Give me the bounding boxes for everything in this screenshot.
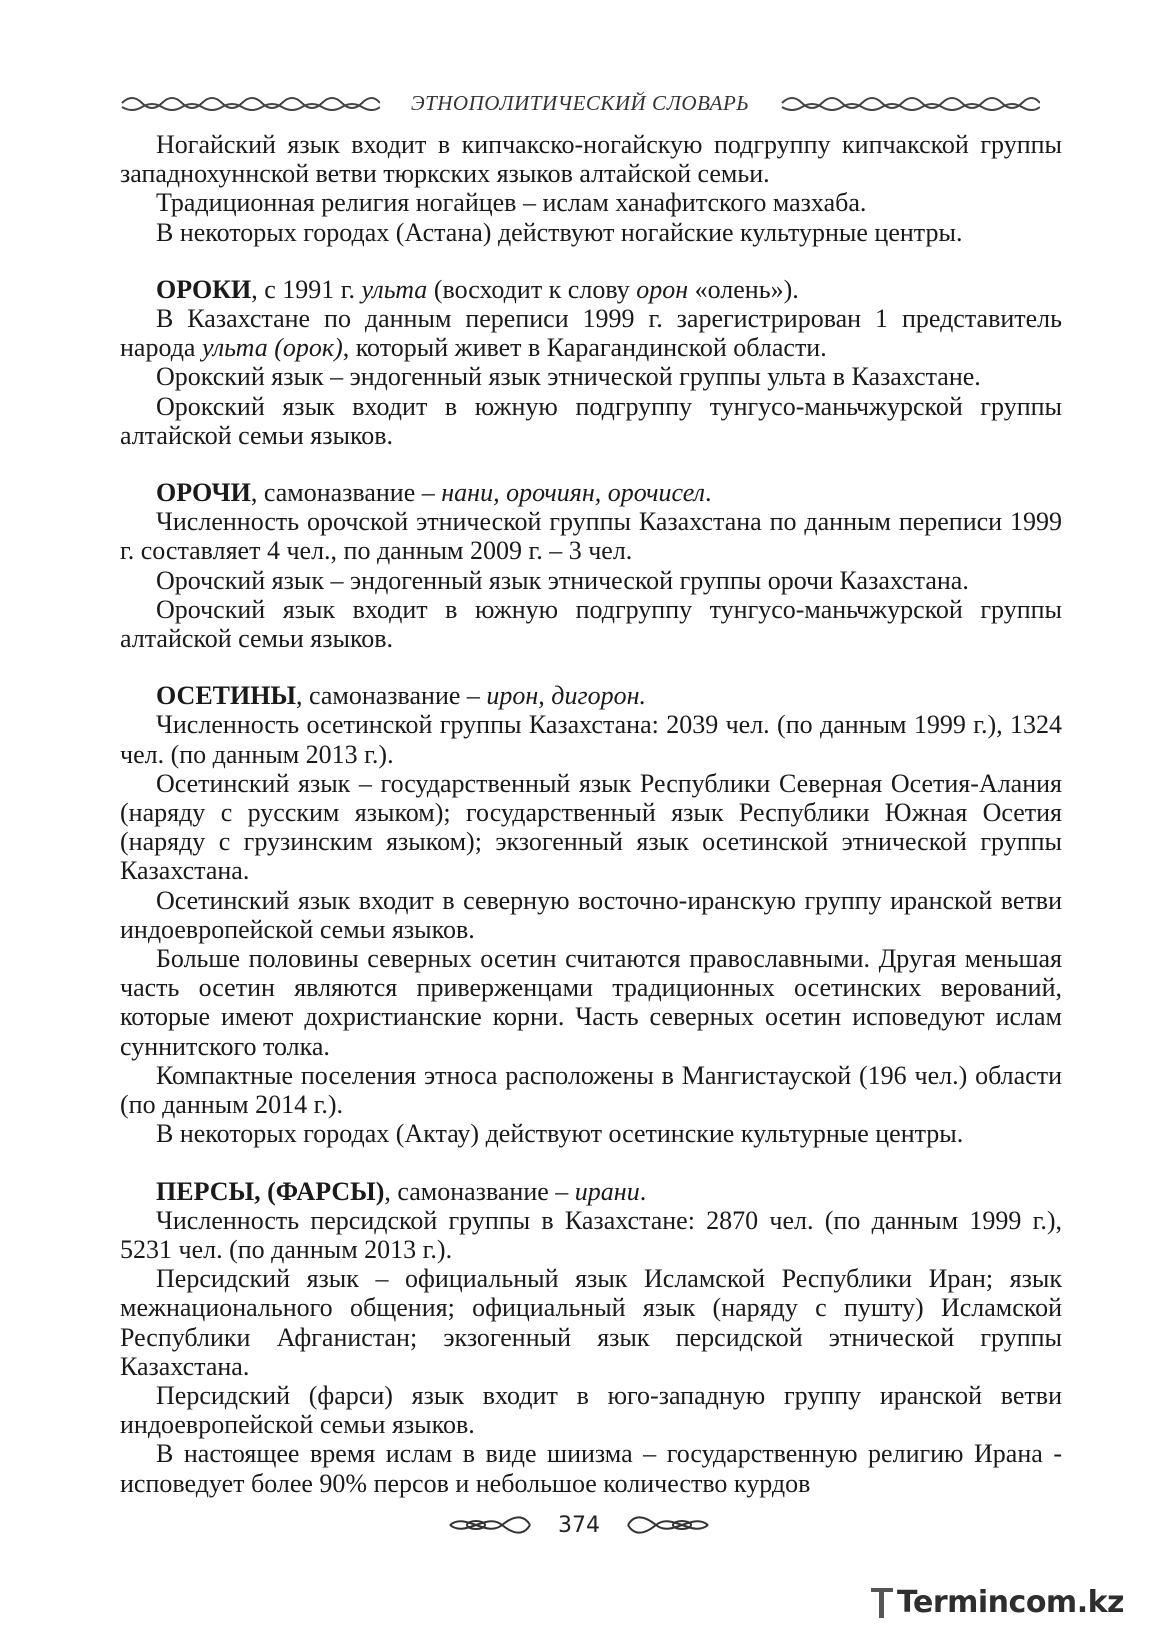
- heading-text: , самоназвание –: [295, 681, 487, 711]
- heading-text: (восходит к слову: [427, 274, 637, 304]
- paragraph: Персидский (фарси) язык входит в юго-западную группу иранской ветви индоевропейской семьи языков.: [120, 1380, 1062, 1440]
- header-ornament-right-icon: [780, 93, 1040, 113]
- heading-italic: ульта: [361, 274, 428, 304]
- header-ornament-left-icon: [120, 93, 380, 113]
- paragraph: Осетинский язык – государственный язык Республики Северная Осетия-Алания (наряду с русским языком); государственный язык Республики Южная Осетия (наряду с грузинским языком); экзогенный язык осетинской этнической группы Казахстана.: [120, 768, 1062, 886]
- paragraph: В некоторых городах (Астана) действуют ногайские культурные центры.: [156, 217, 963, 247]
- footer-ornament-right-icon: [626, 1514, 712, 1536]
- watermark-logo: [869, 1580, 1124, 1624]
- heading-text: , самоназвание –: [250, 478, 442, 508]
- page-footer: [0, 1505, 1158, 1545]
- headword: ОРОКИ: [156, 274, 252, 304]
- entry-heading: [120, 681, 1062, 710]
- paragraph-text: , который живет в Карагандинской области.: [342, 333, 827, 363]
- entry-persy: [120, 1177, 1062, 1498]
- entry-heading: [120, 478, 1062, 507]
- entry-heading: [120, 1177, 1062, 1206]
- headword: ОРОЧИ: [156, 478, 251, 508]
- entry-orochi: [120, 478, 1062, 653]
- heading-italic: ирон, дигорон.: [486, 681, 646, 711]
- heading-text: .: [704, 478, 712, 508]
- paragraph: В настоящее время ислам в виде шиизма – государственную религию Ирана - исповедует более 90% персов и небольшое количество курдов: [120, 1439, 1062, 1498]
- paragraph: Орокский язык – эндогенный язык этнической группы ульта в Казахстане.: [156, 362, 981, 392]
- entry-oroki: [120, 275, 1062, 450]
- paragraph: Орочский язык – эндогенный язык этнической группы орочи Казахстана.: [156, 565, 969, 595]
- paragraph: Персидский язык – официальный язык Исламской Республики Иран; язык межнационального общения; официальный язык (наряду с пушту) Исламской Республики Афганистан; экзогенный язык персидской этнической группы Казахстана.: [120, 1264, 1062, 1381]
- termincom-logo-icon: [869, 1584, 895, 1620]
- page-body: [120, 130, 1062, 1526]
- paragraph: Численность осетинской группы Казахстана: 2039 чел. (по данным 1999 г.), 1324 чел. (по данным 2013 г.).: [120, 710, 1062, 769]
- headword: ОСЕТИНЫ: [156, 681, 296, 711]
- entry-osetiny: [120, 681, 1062, 1148]
- heading-text: , самоназвание –: [384, 1176, 575, 1206]
- paragraph-text: В Казахстане по данным переписи 1999 г. зарегистрирован 1 представитель народа: [120, 304, 1062, 363]
- paragraph: [120, 304, 1062, 362]
- paragraph-italic: ульта (орок): [201, 333, 343, 363]
- entry-nogai-continuation: [120, 130, 1062, 247]
- heading-italic: нани, орочиян, орочисел: [441, 478, 705, 508]
- paragraph: Осетинский язык входит в северную восточно-иранскую группу иранской ветви индоевропейской семьи языков.: [120, 885, 1062, 944]
- page-number: 374: [558, 1512, 600, 1538]
- paragraph: В некоторых городах (Актау) действуют осетинские культурные центры.: [156, 1119, 964, 1149]
- paragraph: Компактные поселения этноса расположены в Мангистауской (196 чел.) области (по данным 2014 г.).: [120, 1060, 1062, 1120]
- footer-ornament-left-icon: [446, 1514, 532, 1536]
- header-title: ЭТНОПОЛИТИЧЕСКИЙ СЛОВАРЬ: [410, 90, 750, 115]
- heading-text: .: [639, 1176, 647, 1206]
- paragraph: Численность орочской этнической группы Казахстана по данным переписи 1999 г. составляет 4 чел., по данным 2009 г. – 3 чел.: [120, 507, 1062, 566]
- heading-text: , с 1991 г.: [251, 274, 362, 304]
- headword: ПЕРСЫ, (ФАРСЫ): [156, 1176, 385, 1206]
- running-header: [120, 86, 1040, 120]
- paragraph: Орочский язык входит в южную подгруппу тунгусо-маньчжурской группы алтайской семьи языков.: [120, 594, 1062, 654]
- paragraph: Орокский язык входит в южную подгруппу тунгусо-маньчжурской группы алтайской семьи языков.: [120, 391, 1062, 450]
- heading-italic: орон: [636, 274, 689, 304]
- paragraph: Численность персидской группы в Казахстане: 2870 чел. (по данным 1999 г.), 5231 чел. (по данным 2013 г.).: [120, 1205, 1062, 1264]
- entry-heading: [120, 275, 1062, 304]
- heading-italic: ирани: [574, 1176, 640, 1206]
- paragraph: Традиционная религия ногайцев – ислам ханафитского мазхаба.: [156, 188, 867, 218]
- paragraph: Больше половины северных осетин считаются православными. Другая меньшая часть осетин являются приверженцами традиционных осетинских верований, которые имеют дохристианские корни. Часть северных осетин исповедуют ислам суннитского толка.: [120, 944, 1062, 1061]
- heading-text: «олень»).: [688, 274, 799, 304]
- paragraph: Ногайский язык входит в кипчакско-ногайскую подгруппу кипчакской группы западнохуннской ветви тюркских языков алтайской семьи.: [120, 130, 1062, 189]
- watermark-text: Termincom.kz: [897, 1584, 1124, 1620]
